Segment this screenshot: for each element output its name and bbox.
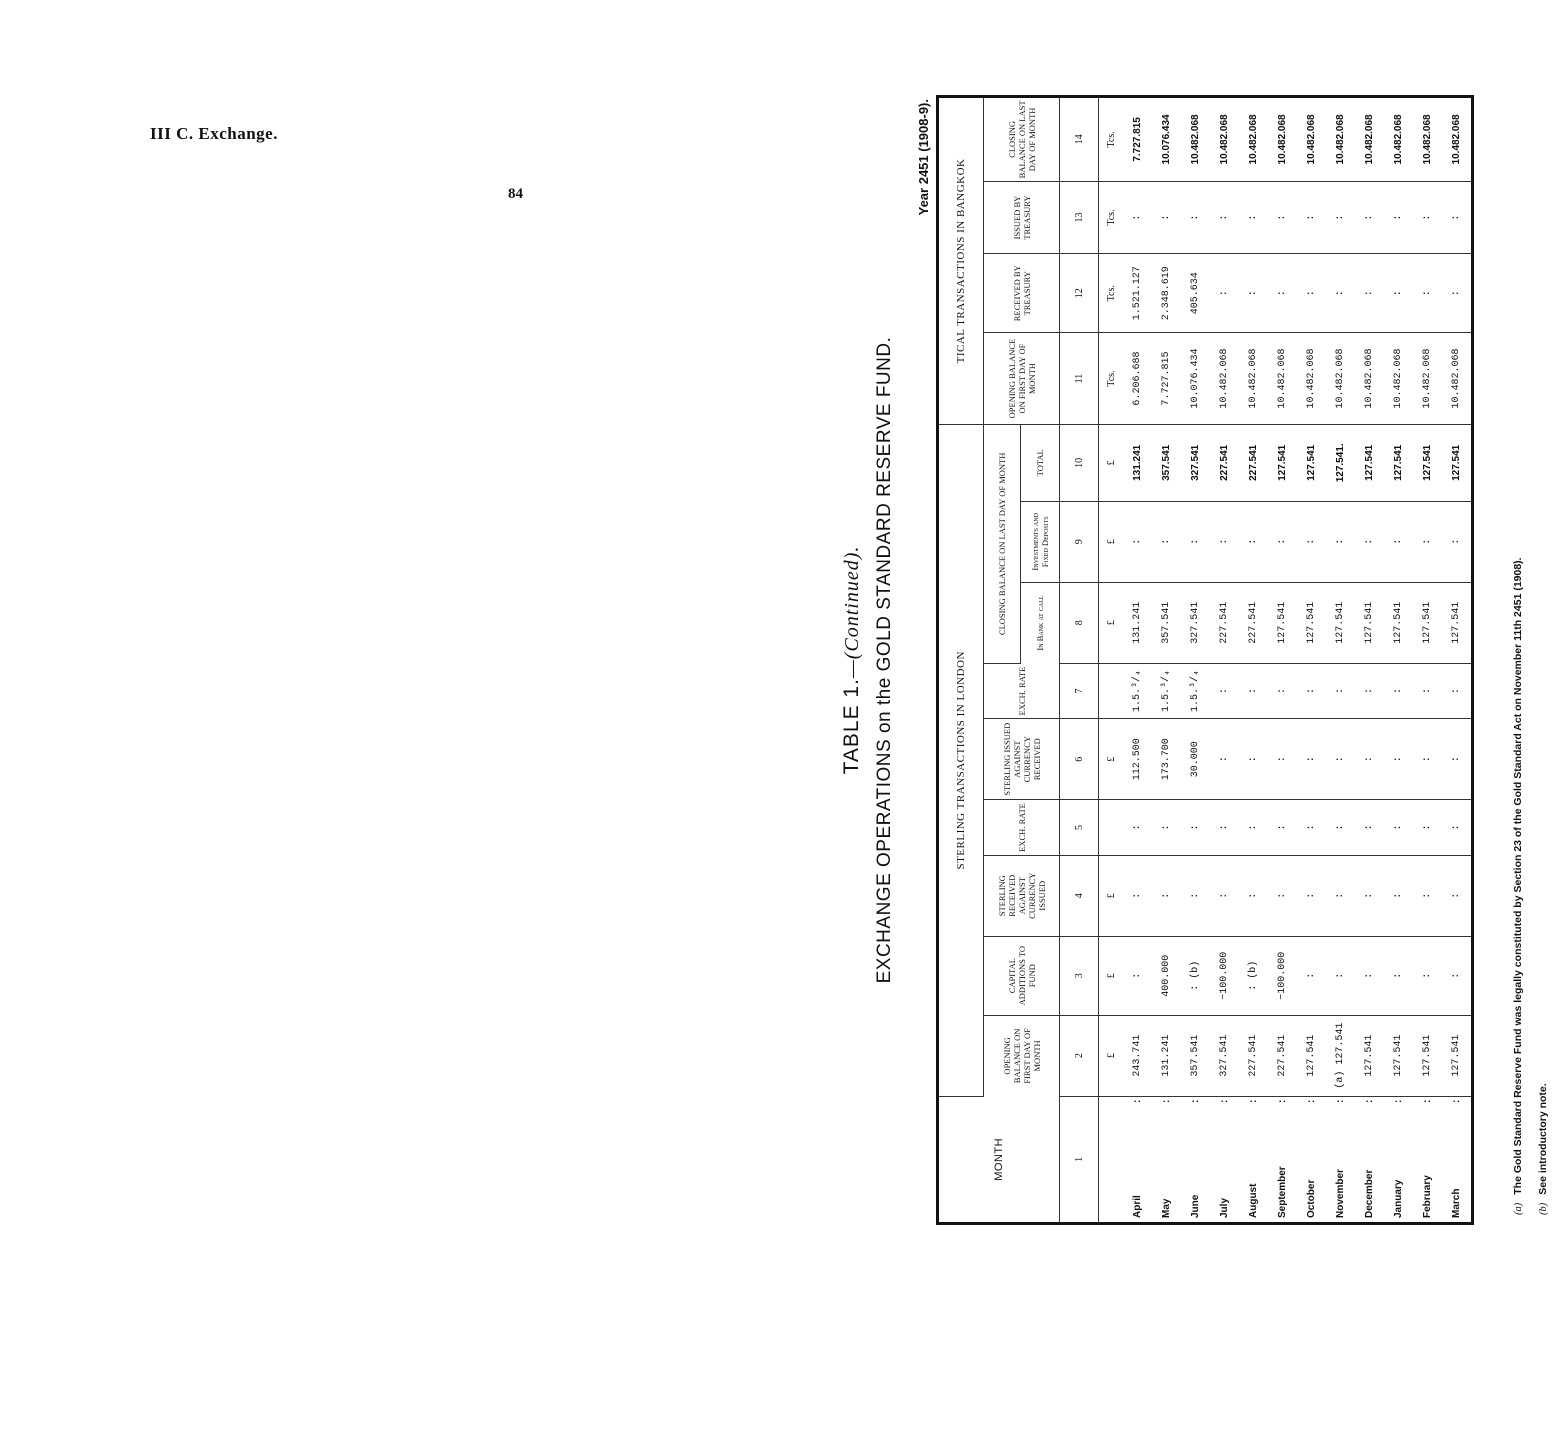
total-cell: 127.541 [1384,424,1413,501]
issued-treasury-cell: : [1239,181,1268,254]
opening-balance-cell: 227.541 [1239,1015,1268,1096]
tical-opening-cell: 6.206.688 [1123,333,1152,425]
received-treasury-cell: : [1442,254,1471,333]
leader-dots: : [1422,1098,1433,1104]
issued-treasury-cell: : [1181,181,1210,254]
column-number: 6 [1060,719,1099,800]
leader-dots: : [1132,1098,1143,1104]
tical-opening-cell: 10.482.068 [1355,333,1384,425]
leader-dots: : [1306,1098,1317,1104]
footnote-text: The Gold Standard Reserve Fund was legally constituted by Section 23 of the Gold Standard Act on November 11th 2451 (1908). [1512,557,1524,1195]
tical-closing-cell: 10.482.068 [1181,98,1210,181]
footnote-b [1531,557,1556,1215]
sterling-received-cell: : [1152,855,1181,936]
month-label: July [1219,1197,1230,1218]
issued-treasury-cell: : [1442,181,1471,254]
header-sterling-received: STERLING RECEIVED AGAINST CURRENCY ISSUED [984,855,1060,936]
received-treasury-cell: : [1297,254,1326,333]
leader-dots: : [1190,1098,1201,1104]
month-cell [1210,1096,1239,1222]
month-label: March [1451,1188,1462,1218]
in-bank-cell: 127.541 [1442,582,1471,663]
footnote-label: (a) [1513,1202,1524,1215]
table-year: Year 2451 (1908-9). [916,99,931,216]
in-bank-cell: 127.541 [1355,582,1384,663]
unit-cell: £ [1099,582,1124,663]
capital-additions-cell: −100.000 [1268,936,1297,1015]
received-treasury-cell: 2.348.619 [1152,254,1181,333]
sterling-received-cell: : [1442,855,1471,936]
tical-opening-cell: 10.482.068 [1413,333,1442,425]
tical-closing-cell: 10.482.068 [1239,98,1268,181]
header-total: TOTAL [1021,424,1060,501]
column-number: 7 [1060,663,1099,718]
sterling-issued-cell: 112.500 [1123,719,1152,800]
header-received-treasury: RECEIVED BY TREASURY [984,254,1060,333]
tical-opening-cell: 10.482.068 [1210,333,1239,425]
unit-cell [1099,663,1124,718]
table-row [1210,98,1239,1222]
total-cell: 227.541 [1210,424,1239,501]
exch-rate-2-cell: : [1384,663,1413,718]
sterling-received-cell: : [1239,855,1268,936]
opening-balance-cell: 243.741 [1123,1015,1152,1096]
table-row [1181,98,1210,1222]
month-label: December [1364,1169,1375,1218]
capital-additions-cell: : [1326,936,1355,1015]
total-cell: 127.541 [1355,424,1384,501]
investments-cell: : [1355,501,1384,582]
header-sterling-issued: STERLING ISSUED AGAINST CURRENCY RECEIVED [984,719,1060,800]
month-cell [1326,1096,1355,1222]
issued-treasury-cell: : [1268,181,1297,254]
table-frame [936,95,1474,1225]
issued-treasury-cell: : [1355,181,1384,254]
capital-additions-cell: : [1123,936,1152,1015]
month-label: April [1132,1195,1143,1218]
tical-closing-cell: 10.482.068 [1384,98,1413,181]
tical-opening-cell: 10.482.068 [1239,333,1268,425]
received-treasury-cell: : [1413,254,1442,333]
exch-rate-2-cell: 1.5.³/₄ [1123,663,1152,718]
exch-rate-2-cell: 1.5.³/₄ [1152,663,1181,718]
in-bank-cell: 127.541 [1413,582,1442,663]
issued-treasury-cell: : [1297,181,1326,254]
footnotes [1506,557,1556,1215]
month-label: January [1393,1179,1404,1218]
column-number: 5 [1060,800,1099,855]
table-row [1326,98,1355,1222]
capital-additions-cell: : (b) [1181,936,1210,1015]
table-row [1355,98,1384,1222]
table-row [1442,98,1471,1222]
header-subgroup-row [984,98,1021,1222]
received-treasury-cell: : [1239,254,1268,333]
in-bank-cell: 357.541 [1152,582,1181,663]
tical-opening-cell: 10.482.068 [1297,333,1326,425]
leader-dots: : [1219,1098,1230,1104]
month-cell [1152,1096,1181,1222]
table-continued: —(Continued). [841,545,863,679]
exch-rate-2-cell: : [1326,663,1355,718]
total-cell: 357.541 [1152,424,1181,501]
opening-balance-cell: 327.541 [1210,1015,1239,1096]
footnote-label: (b) [1538,1202,1549,1215]
investments-cell: : [1442,501,1471,582]
opening-balance-cell: 127.541 [1384,1015,1413,1096]
sterling-received-cell: : [1297,855,1326,936]
sterling-issued-cell: : [1384,719,1413,800]
month-cell [1384,1096,1413,1222]
exch-rate-1-cell: : [1297,800,1326,855]
column-number: 11 [1060,333,1099,425]
leader-dots: : [1451,1098,1462,1104]
column-number: 10 [1060,424,1099,501]
column-number: 2 [1060,1015,1099,1096]
exch-rate-1-cell: : [1123,800,1152,855]
total-cell: 127.541. [1326,424,1355,501]
header-in-bank: In Bank at call [1021,582,1060,663]
received-treasury-cell: : [1268,254,1297,333]
sterling-received-cell: : [1210,855,1239,936]
header-group-sterling: STERLING TRANSACTIONS IN LONDON [939,424,984,1096]
opening-balance-cell: 127.541 [1442,1015,1471,1096]
table-row [1384,98,1413,1222]
sterling-issued-cell: : [1413,719,1442,800]
exch-rate-1-cell: : [1326,800,1355,855]
column-number: 14 [1060,98,1099,181]
month-cell [1355,1096,1384,1222]
investments-cell: : [1123,501,1152,582]
issued-treasury-cell: : [1210,181,1239,254]
unit-cell: £ [1099,936,1124,1015]
sterling-issued-cell: : [1297,719,1326,800]
footnote-a [1506,557,1531,1215]
month-cell [1413,1096,1442,1222]
received-treasury-cell: : [1355,254,1384,333]
opening-balance-cell: 131.241 [1152,1015,1181,1096]
tical-closing-cell: 10.482.068 [1442,98,1471,181]
header-group-tical: TICAL TRANSACTIONS IN BANGKOK [939,98,984,424]
unit-row [1099,98,1124,1222]
tical-closing-cell: 10.482.068 [1297,98,1326,181]
in-bank-cell: 227.541 [1239,582,1268,663]
unit-cell: Tcs. [1099,254,1124,333]
exch-rate-1-cell: : [1181,800,1210,855]
table-subtitle: EXCHANGE OPERATIONS on the GOLD STANDARD RESERVE FUND. [874,336,895,984]
unit-cell: £ [1099,1015,1124,1096]
column-number: 9 [1060,501,1099,582]
exch-rate-1-cell: : [1384,800,1413,855]
leader-dots: : [1393,1098,1404,1104]
unit-cell [1099,1096,1124,1222]
total-cell: 327.541 [1181,424,1210,501]
sterling-issued-cell: : [1442,719,1471,800]
month-cell [1123,1096,1152,1222]
footnote-text: See introductory note. [1537,1083,1549,1195]
month-label: November [1335,1169,1346,1218]
column-number: 8 [1060,582,1099,663]
opening-balance-cell: 357.541 [1181,1015,1210,1096]
leader-dots: : [1161,1098,1172,1104]
exch-rate-2-cell: : [1239,663,1268,718]
issued-treasury-cell: : [1152,181,1181,254]
unit-cell: Tcs. [1099,98,1124,181]
exch-rate-1-cell: : [1239,800,1268,855]
received-treasury-cell: : [1210,254,1239,333]
header-capital-additions: CAPITAL ADDITIONS TO FUND [984,936,1060,1015]
header-group-row [939,98,984,1222]
in-bank-cell: 127.541 [1268,582,1297,663]
opening-balance-cell: 227.541 [1268,1015,1297,1096]
capital-additions-cell: −100.000 [1210,936,1239,1015]
unit-cell: £ [1099,855,1124,936]
month-label: August [1248,1183,1259,1218]
investments-cell: : [1152,501,1181,582]
month-label: May [1161,1198,1172,1218]
header-investments: Investments and Fixed Deposits [1021,501,1060,582]
month-label: September [1277,1166,1288,1218]
sterling-received-cell: : [1268,855,1297,936]
tical-closing-cell: 10.482.068 [1210,98,1239,181]
section-title: III C. Exchange. [150,124,278,143]
investments-cell: : [1268,501,1297,582]
header-opening-balance: OPENING BALANCE ON FIRST DAY OF MONTH [984,1015,1060,1096]
issued-treasury-cell: : [1413,181,1442,254]
issued-treasury-cell: : [1326,181,1355,254]
exchange-operations-table [939,98,1471,1222]
column-number: 4 [1060,855,1099,936]
unit-cell: £ [1099,719,1124,800]
sterling-issued-cell: : [1210,719,1239,800]
issued-treasury-cell: : [1123,181,1152,254]
tical-closing-cell: 10.482.068 [1413,98,1442,181]
column-number: 3 [1060,936,1099,1015]
unit-cell [1099,800,1124,855]
exch-rate-1-cell: : [1268,800,1297,855]
column-number: 13 [1060,181,1099,254]
month-cell [1297,1096,1326,1222]
leader-dots: : [1277,1098,1288,1104]
capital-additions-cell: : [1355,936,1384,1015]
column-number: 1 [1060,1096,1099,1222]
table-title-text: TABLE 1. [840,678,863,775]
exch-rate-2-cell: : [1210,663,1239,718]
table-row [1268,98,1297,1222]
exch-rate-2-cell: : [1297,663,1326,718]
in-bank-cell: 131.241 [1123,582,1152,663]
exch-rate-1-cell: : [1210,800,1239,855]
exch-rate-1-cell: : [1442,800,1471,855]
tical-closing-cell: 7.727.815 [1123,98,1152,181]
tical-opening-cell: 10.482.068 [1384,333,1413,425]
month-cell [1442,1096,1471,1222]
investments-cell: : [1239,501,1268,582]
column-number: 12 [1060,254,1099,333]
sterling-issued-cell: 173.700 [1152,719,1181,800]
received-treasury-cell: 405.634 [1181,254,1210,333]
received-treasury-cell: 1.521.127 [1123,254,1152,333]
table-row [1123,98,1152,1222]
investments-cell: : [1210,501,1239,582]
exch-rate-2-cell: : [1413,663,1442,718]
total-cell: 127.541 [1413,424,1442,501]
column-number-row [1060,98,1099,1222]
page-number: 84 [508,186,523,202]
tical-closing-cell: 10.076.434 [1152,98,1181,181]
total-cell: 127.541 [1442,424,1471,501]
tical-opening-cell: 10.482.068 [1442,333,1471,425]
tical-closing-cell: 10.482.068 [1355,98,1384,181]
in-bank-cell: 227.541 [1210,582,1239,663]
leader-dots: : [1364,1098,1375,1104]
issued-treasury-cell: : [1384,181,1413,254]
sterling-received-cell: : [1413,855,1442,936]
header-exch-rate-1: EXCH. RATE [984,800,1060,855]
sterling-issued-cell: : [1239,719,1268,800]
sterling-issued-cell: : [1355,719,1384,800]
tical-opening-cell: 10.482.068 [1326,333,1355,425]
header-month: MONTH [939,1096,1060,1222]
tical-opening-cell: 7.727.815 [1152,333,1181,425]
month-cell [1239,1096,1268,1222]
capital-additions-cell: : [1297,936,1326,1015]
unit-cell: £ [1099,501,1124,582]
month-label: October [1306,1179,1317,1218]
investments-cell: : [1297,501,1326,582]
total-cell: 227.541 [1239,424,1268,501]
capital-additions-cell: : [1384,936,1413,1015]
opening-balance-cell: 127.541 [1413,1015,1442,1096]
in-bank-cell: 327.541 [1181,582,1210,663]
investments-cell: : [1326,501,1355,582]
header-tical-opening: OPENING BALANCE ON FIRST DAY OF MONTH [984,333,1060,425]
tical-opening-cell: 10.482.068 [1268,333,1297,425]
table-row [1413,98,1442,1222]
header-issued-treasury: ISSUED BY TREASURY [984,181,1060,254]
table-row [1239,98,1268,1222]
investments-cell: : [1384,501,1413,582]
leader-dots: : [1335,1098,1346,1104]
in-bank-cell: 127.541 [1297,582,1326,663]
exch-rate-1-cell: : [1355,800,1384,855]
opening-balance-cell: 127.541 [1355,1015,1384,1096]
exch-rate-1-cell: : [1413,800,1442,855]
unit-cell: Tcs. [1099,181,1124,254]
month-label: June [1190,1194,1201,1218]
total-cell: 131.241 [1123,424,1152,501]
received-treasury-cell: : [1326,254,1355,333]
investments-cell: : [1413,501,1442,582]
sterling-received-cell: : [1181,855,1210,936]
total-cell: 127.541 [1297,424,1326,501]
month-label: February [1422,1175,1433,1218]
header-exch-rate-2: EXCH. RATE [984,663,1060,718]
tical-closing-cell: 10.482.068 [1268,98,1297,181]
in-bank-cell: 127.541 [1326,582,1355,663]
sterling-received-cell: : [1326,855,1355,936]
rotated-table-sheet [840,95,1549,1225]
sterling-received-cell: : [1355,855,1384,936]
exch-rate-2-cell: 1.5.³/₄ [1181,663,1210,718]
sterling-received-cell: : [1384,855,1413,936]
capital-additions-cell: 400.000 [1152,936,1181,1015]
month-cell [1268,1096,1297,1222]
header-group-closing-london: CLOSING BALANCE ON LAST DAY OF MONTH [984,424,1021,663]
sterling-received-cell: : [1123,855,1152,936]
exch-rate-2-cell: : [1355,663,1384,718]
table-row [1297,98,1326,1222]
received-treasury-cell: : [1384,254,1413,333]
table-title [840,95,864,1225]
exch-rate-2-cell: : [1268,663,1297,718]
investments-cell: : [1181,501,1210,582]
sterling-issued-cell: 30.000 [1181,719,1210,800]
sterling-issued-cell: : [1326,719,1355,800]
month-cell [1181,1096,1210,1222]
in-bank-cell: 127.541 [1384,582,1413,663]
leader-dots: : [1248,1098,1259,1104]
sterling-issued-cell: : [1268,719,1297,800]
header-tical-closing: CLOSING BALANCE ON LAST DAY OF MONTH [984,98,1060,181]
opening-balance-cell: 127.541 [1297,1015,1326,1096]
capital-additions-cell: : [1442,936,1471,1015]
unit-cell: £ [1099,424,1124,501]
opening-balance-cell: (a) 127.541 [1326,1015,1355,1096]
capital-additions-cell: : (b) [1239,936,1268,1015]
tical-closing-cell: 10.482.068 [1326,98,1355,181]
total-cell: 127.541 [1268,424,1297,501]
exch-rate-2-cell: : [1442,663,1471,718]
table-row [1152,98,1181,1222]
tical-opening-cell: 10.076.434 [1181,333,1210,425]
capital-additions-cell: : [1413,936,1442,1015]
unit-cell: Tcs. [1099,333,1124,425]
exch-rate-1-cell: : [1152,800,1181,855]
